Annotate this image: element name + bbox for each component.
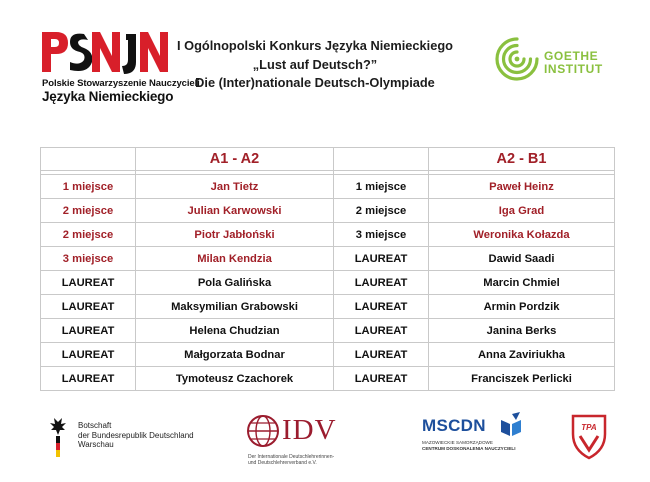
- winner-a: Tymoteusz Czachorek: [136, 367, 334, 391]
- winner-b: Paweł Heinz: [429, 175, 615, 199]
- place-b: LAUREAT: [334, 319, 429, 343]
- column-header-empty: [41, 148, 136, 171]
- place-b: 2 miejsce: [334, 199, 429, 223]
- mscdn-line2: CENTRUM DOSKONALENIA NAUCZYCIELI: [422, 446, 516, 451]
- title-line-1: I Ogólnopolski Konkurs Języka Niemieckiego: [177, 38, 453, 53]
- winner-b: Marcin Chmiel: [429, 271, 615, 295]
- winner-b: Weronika Kołazda: [429, 223, 615, 247]
- column-header-empty: [334, 148, 429, 171]
- winner-a: Małgorzata Bodnar: [136, 343, 334, 367]
- idv-line2: und Deutschlehrerverband e.V.: [248, 460, 317, 466]
- place-b: LAUREAT: [334, 343, 429, 367]
- idv-line1: Der Internationale Deutschlehrerinnen-: [248, 454, 335, 460]
- place-b: LAUREAT: [334, 247, 429, 271]
- footer-logos: [0, 404, 650, 482]
- tpa-wordmark: TPA: [581, 423, 597, 432]
- place-b: LAUREAT: [334, 271, 429, 295]
- embassy-line3: Warschau: [78, 440, 114, 449]
- table-row: [41, 271, 615, 295]
- winner-b: Dawid Saadi: [429, 247, 615, 271]
- winner-a: Pola Galińska: [136, 271, 334, 295]
- psnjn-line1: Polskie Stowarzyszenie Nauczycieli: [42, 78, 200, 89]
- goethe-logo: [494, 36, 614, 86]
- title-line-2: „Lust auf Deutsch?”: [252, 56, 378, 72]
- eagle-flag-icon: [46, 416, 74, 458]
- table-row: [41, 295, 615, 319]
- results-table: [40, 147, 615, 391]
- mscdn-logo: [422, 412, 532, 462]
- header: [0, 0, 650, 120]
- embassy-line2: der Bundesrepublik Deutschland: [78, 430, 194, 440]
- place-b: 1 miejsce: [334, 175, 429, 199]
- place-b: 3 miejsce: [334, 223, 429, 247]
- winner-b: Armin Pordzik: [429, 295, 615, 319]
- embassy-text: [78, 421, 194, 450]
- winner-b: Anna Zaviriukha: [429, 343, 615, 367]
- mscdn-line1: MAZOWIECKIE SAMORZĄDOWE: [422, 440, 493, 445]
- place-a: 3 miejsce: [41, 247, 136, 271]
- winner-a: Julian Karwowski: [136, 199, 334, 223]
- place-a: 2 miejsce: [41, 223, 136, 247]
- table-row: [41, 247, 615, 271]
- tpa-shield-icon: [570, 412, 608, 460]
- place-a: LAUREAT: [41, 343, 136, 367]
- column-header-a2-b1: A2 - B1: [429, 148, 615, 171]
- psnjn-mark-icon: [40, 26, 172, 76]
- idv-subtitle: [248, 454, 334, 466]
- mscdn-wordmark: MSCDN: [422, 416, 486, 435]
- book-icon: [498, 412, 524, 438]
- place-a: LAUREAT: [41, 367, 136, 391]
- place-a: LAUREAT: [41, 271, 136, 295]
- place-a: LAUREAT: [41, 295, 136, 319]
- column-header-a1-a2: A1 - A2: [136, 148, 334, 171]
- winner-a: Helena Chudzian: [136, 319, 334, 343]
- mscdn-subtitle: [422, 440, 516, 452]
- table-row: [41, 367, 615, 391]
- embassy-logo: [46, 414, 206, 460]
- tpa-logo: [570, 412, 608, 460]
- idv-logo: [246, 414, 356, 474]
- goethe-spiral-icon: [494, 36, 540, 82]
- winner-b: Janina Berks: [429, 319, 615, 343]
- table-row: [41, 223, 615, 247]
- goethe-wordmark: [544, 50, 603, 75]
- goethe-line1: GOETHE: [544, 49, 599, 63]
- table-header-row: [41, 148, 615, 171]
- table-row: [41, 343, 615, 367]
- winner-a: Maksymilian Grabowski: [136, 295, 334, 319]
- globe-icon: [246, 414, 280, 448]
- title-line-3: Die (Inter)nationale Deutsch-Olympiade: [195, 75, 435, 90]
- psnjn-logo: [40, 26, 200, 106]
- idv-wordmark: IDV: [282, 414, 337, 446]
- place-a: LAUREAT: [41, 319, 136, 343]
- table-row: [41, 175, 615, 199]
- place-a: 1 miejsce: [41, 175, 136, 199]
- goethe-line2: INSTITUT: [544, 61, 603, 76]
- place-b: LAUREAT: [334, 367, 429, 391]
- place-b: LAUREAT: [334, 295, 429, 319]
- winner-a: Piotr Jabłoński: [136, 223, 334, 247]
- winner-b: Iga Grad: [429, 199, 615, 223]
- page-title: [170, 37, 460, 93]
- place-a: 2 miejsce: [41, 199, 136, 223]
- winner-a: Jan Tietz: [136, 175, 334, 199]
- table-row: [41, 319, 615, 343]
- winner-b: Franciszek Perlicki: [429, 367, 615, 391]
- psnjn-line2: Języka Niemieckiego: [42, 89, 174, 104]
- table-row: [41, 199, 615, 223]
- winner-a: Milan Kendzia: [136, 247, 334, 271]
- embassy-line1: Botschaft: [78, 421, 112, 430]
